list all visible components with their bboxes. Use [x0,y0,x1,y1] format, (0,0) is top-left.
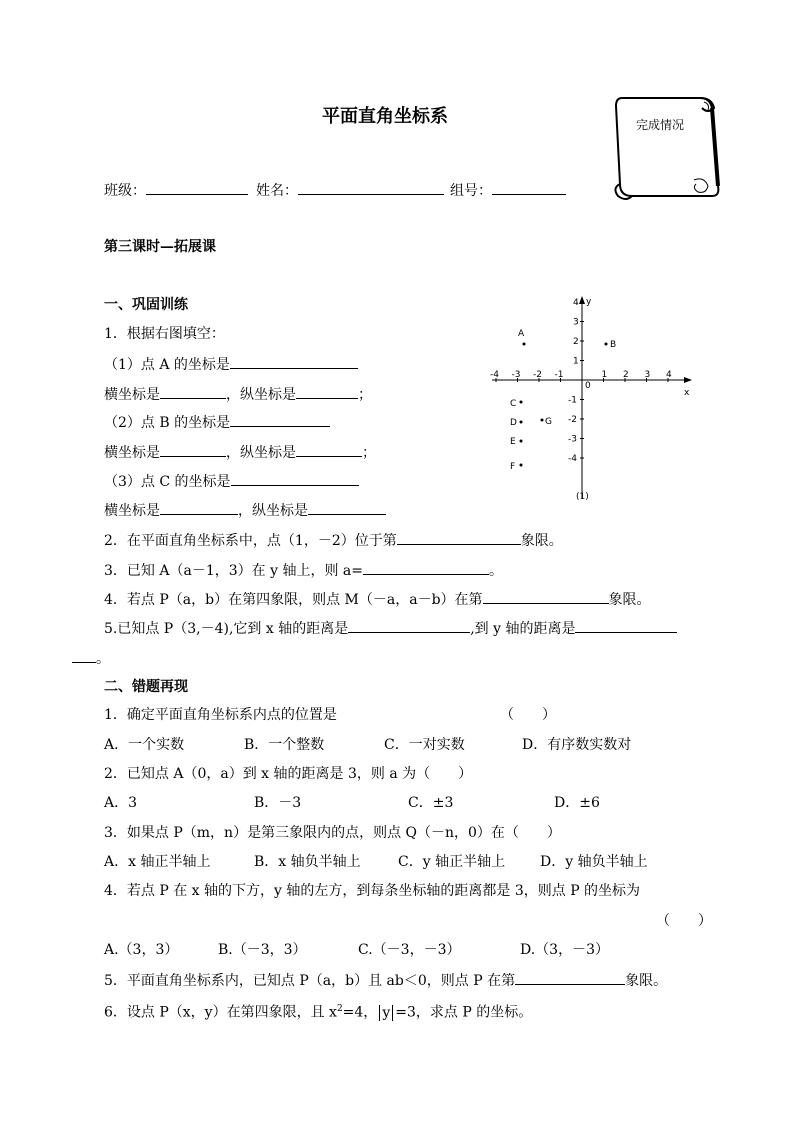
class-blank[interactable] [146,180,248,195]
y-axis-label: y [586,297,592,307]
s2-q1-option-a: A．一个实数 [104,737,185,753]
s2-q5-text: 5．平面直角坐标系内，已知点 P（a，b）且 ab＜0，则点 P 在第 [104,973,516,989]
s2-q6-text-c: =3，求点 P 的坐标。 [395,1004,533,1021]
s1-q1-1-text: （1）点 A 的坐标是 [104,357,230,373]
point-g [541,419,544,422]
answer-blank[interactable] [230,412,330,427]
s2-q1-option-b: B．一个整数 [244,737,325,753]
answer-blank[interactable] [230,354,358,369]
y-coord-label: ，纵坐标是 [238,503,308,519]
quadrant-suffix: 象限。 [625,973,668,989]
lesson-label: 第三课时—拓展课 [104,239,216,255]
answer-blank[interactable] [72,648,96,663]
absolute-value: y [379,1005,393,1021]
answer-blank[interactable] [308,500,386,515]
s2-q6 [104,1000,532,1022]
page-title: 平面直角坐标系 [322,106,448,127]
s2-q3-option-c: C．y 轴正半轴上 [398,854,506,870]
x-tick-label: 1 [601,370,608,380]
point-c [520,401,523,404]
s1-q3 [104,560,503,580]
s1-q3-text: 3．已知 A（a－1，3）在 y 轴上，则 a= [104,563,363,579]
s1-q4-text: 4．若点 P（a，b）在第四象限，则点 M（－a，a－b）在第 [104,592,483,608]
s1-q4 [104,589,651,609]
answer-blank[interactable] [296,442,362,457]
answer-blank[interactable] [575,618,677,633]
figure-caption: (1) [576,492,589,502]
x-tick-label: 2 [623,370,629,380]
s2-q3-option-d: D．y 轴负半轴上 [540,854,648,870]
s2-q2: 2．已知点 A（0，a）到 x 轴的距离是 3，则 a 为（ ） [104,766,473,782]
s1-q1-2-text: （2）点 B 的坐标是 [104,415,231,431]
semicolon: ； [358,387,372,403]
coordinate-graph [488,292,700,506]
y-coord-label: ，纵坐标是 [226,445,296,461]
point-b [605,343,608,346]
period: 。 [488,563,503,579]
answer-blank[interactable] [160,500,238,515]
y-tick-label: -2 [568,415,577,425]
s1-q2-text: 2．在平面直角坐标系中，点（1，－2）位于第 [104,533,397,549]
s1-q5 [104,618,677,638]
section1-heading: 一、巩固训练 [104,297,188,313]
s1-q5-text: 5.已知点 P（3,－4),它到 x 轴的距离是 [104,621,349,637]
class-label: 班级： [104,183,146,199]
name-blank[interactable] [298,180,444,195]
group-blank[interactable] [492,180,566,195]
point-f-label: F [510,462,516,472]
point-c-label: C [510,399,517,409]
y-coord-label: ，纵坐标是 [226,387,296,403]
answer-blank[interactable] [296,384,358,399]
x-coord-label: 横坐标是 [104,445,160,461]
y-tick-label: -4 [568,454,577,464]
s2-q5 [104,970,667,990]
s2-q2-option-b: B．－3 [254,795,302,811]
x-coord-label: 横坐标是 [104,387,160,403]
s2-q1-option-c: C．一对实数 [384,737,465,753]
answer-paren: （ ） [656,913,712,929]
point-e-label: E [510,437,516,447]
quadrant-suffix: 象限。 [608,592,651,608]
stamp-label: 完成情况 [636,118,685,132]
name-label: 姓名： [256,183,298,199]
s1-q1: 1．根据右图填空： [104,326,225,342]
s1-q5-text-b: ,到 y 轴的距离是 [470,621,576,637]
y-tick-label: 2 [573,337,579,347]
answer-blank[interactable] [160,442,226,457]
x-tick-label: -2 [533,370,542,380]
point-d [520,421,523,424]
s2-q4: 4．若点 P 在 x 轴的下方，y 轴的左方，到每条坐标轴的距离都是 3，则点 P 的坐标为 [104,883,641,899]
s1-q1-2 [104,412,330,432]
point-a [523,343,526,346]
s1-q1-3-coords [104,500,386,520]
exponent: 2 [336,1004,343,1014]
answer-blank[interactable] [397,530,521,545]
answer-blank[interactable] [515,970,625,985]
s2-q6-text-b: =4， [342,1004,378,1021]
answer-blank[interactable] [160,384,226,399]
y-tick-label: -3 [568,434,577,445]
s1-q2 [104,530,563,550]
answer-paren: （ ） [500,707,556,723]
scroll-stamp [608,92,722,204]
s2-q4-option-d: D.（3，－3） [520,942,609,958]
answer-blank[interactable] [231,471,359,486]
quadrant-suffix: 象限。 [520,533,563,549]
y-tick-label: 4 [573,298,579,308]
s2-q3-option-a: A．x 轴正半轴上 [104,854,211,870]
answer-blank[interactable] [363,560,489,575]
s2-q2-option-a: A．3 [104,795,138,811]
point-g-label: G [545,417,552,427]
s2-q2-option-d: D．±6 [554,795,600,811]
x-tick-label: -3 [511,370,521,380]
point-b-label: B [610,340,617,350]
section2-heading: 二、错题再现 [104,679,188,695]
y-tick-label: -1 [568,395,577,406]
s2-q4-option-b: B.（－3，3） [218,942,307,958]
x-tick-label: -1 [554,370,564,380]
point-e [520,440,523,443]
class-field [104,180,248,200]
point-a-label: A [518,329,525,339]
s1-q1-1 [104,354,358,374]
s2-q3-option-b: B．x 轴负半轴上 [254,854,361,870]
name-field [256,180,444,200]
s1-q1-1-coords [104,384,372,404]
x-tick-label: -4 [490,370,499,380]
answer-blank[interactable] [483,589,609,604]
x-axis-label: x [684,388,690,398]
point-d-label: D [510,418,517,428]
x-tick-label: 4 [666,370,672,380]
y-tick-label: 3 [573,317,579,328]
y-tick-label: 1 [573,356,579,367]
group-field [450,180,566,200]
semicolon: ； [362,445,376,461]
s2-q4-option-a: A.（3，3） [104,942,179,958]
s2-q1: 1．确定平面直角坐标系内点的位置是 [104,707,337,723]
period: 。 [96,651,110,667]
x-tick-label: 3 [644,370,651,380]
s1-q1-2-coords [104,442,376,462]
s1-q1-3 [104,471,359,491]
x-coord-label: 横坐标是 [104,503,160,519]
s2-q3: 3．如果点 P（m，n）是第三象限内的点，则点 Q（－n，0）在（ ） [104,825,561,841]
answer-blank[interactable] [348,618,470,633]
s1-q5-cont [72,648,110,668]
s2-q4-option-c: C.（－3，－3） [358,942,461,958]
origin-label: 0 [585,381,591,391]
s2-q1-option-d: D．有序数实数对 [522,737,632,753]
group-label: 组号： [450,183,492,199]
s2-q2-option-c: C．±3 [408,795,454,811]
point-f [520,464,523,467]
s2-q6-text: 6．设点 P（x，y）在第四象限，且 x [104,1004,337,1021]
s1-q1-3-text: （3）点 C 的坐标是 [104,474,231,490]
